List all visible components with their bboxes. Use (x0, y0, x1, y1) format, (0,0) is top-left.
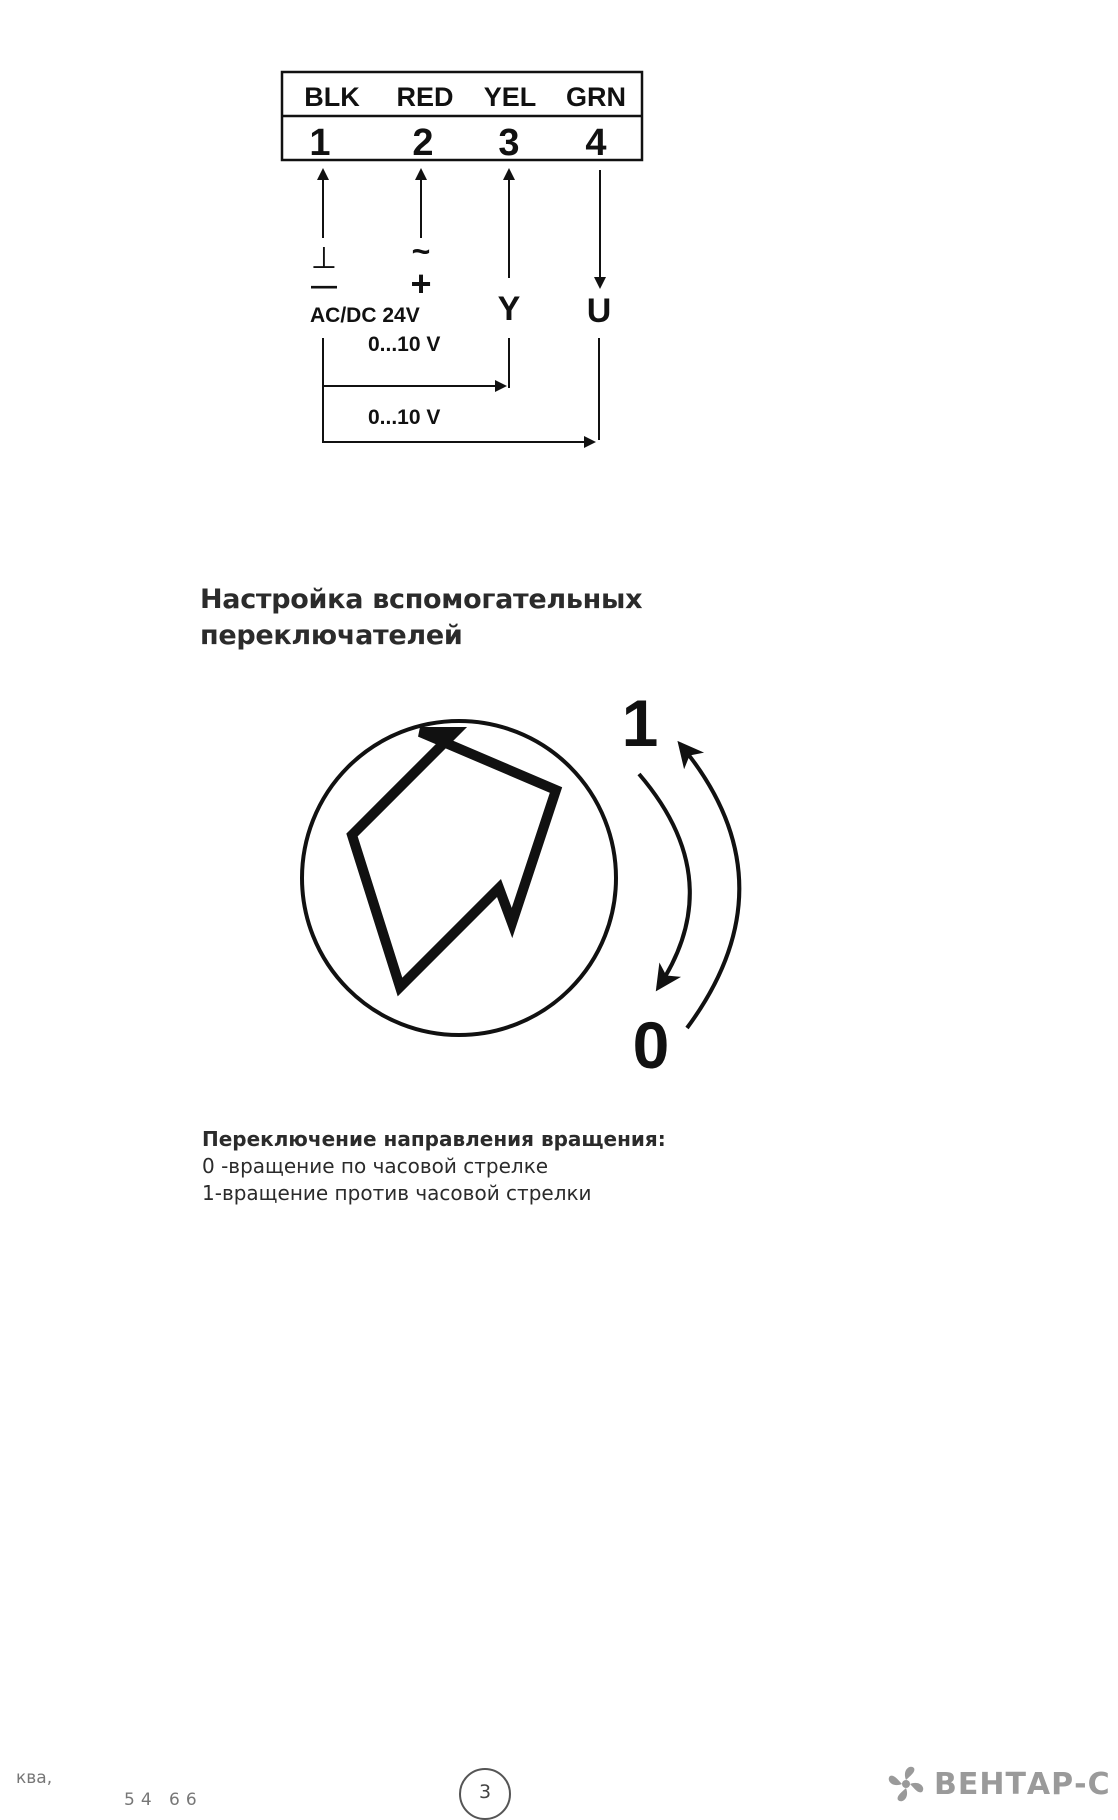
signal-y-label: Y (497, 290, 521, 328)
terminal-2-color: RED (396, 82, 454, 112)
rotation-info-line-0: 0 -вращение по часовой стрелке (202, 1154, 549, 1178)
section-title-line-2: переключателей (200, 620, 463, 651)
brand-logo (884, 1764, 1111, 1804)
rotation-info-heading: Переключение направления вращения: (202, 1127, 666, 1151)
u-range-label: 0...10 V (368, 406, 441, 429)
plus-symbol: + (410, 263, 432, 304)
terminal-4-color: GRN (566, 82, 626, 112)
minus-symbol: — (311, 270, 337, 300)
rotation-info (202, 1126, 822, 1207)
rotation-arc-down (639, 774, 690, 988)
dial-circle (302, 721, 616, 1035)
dial-arrow-icon (352, 732, 556, 987)
section-title-line-1: Настройка вспомогательных (200, 584, 643, 615)
dial-label-0: 0 (632, 1008, 670, 1082)
terminal-4-number: 4 (585, 122, 607, 164)
y-range-label: 0...10 V (368, 333, 441, 356)
supply-label: AC/DC 24V (310, 304, 420, 327)
fan-icon (884, 1764, 928, 1804)
ground-symbol: ⊥ (310, 242, 338, 275)
terminal-1-number: 1 (309, 122, 331, 164)
footer-phone-fragment: 54 66 (124, 1790, 203, 1810)
page-number: 3 (478, 1781, 492, 1803)
terminal-1-color: BLK (304, 82, 360, 112)
terminal-2-number: 2 (412, 122, 434, 164)
terminal-3-color: YEL (483, 82, 537, 112)
terminal-3-number: 3 (498, 122, 520, 164)
footer-address-fragment: ква, (16, 1768, 53, 1788)
brand-name: ВЕНТАР-С (934, 1766, 1111, 1802)
dial-label-1: 1 (621, 686, 659, 760)
signal-u-label: U (586, 292, 612, 330)
tilde-symbol: ~ (411, 233, 431, 269)
rotation-info-line-1: 1-вращение против часовой стрелки (202, 1181, 592, 1205)
